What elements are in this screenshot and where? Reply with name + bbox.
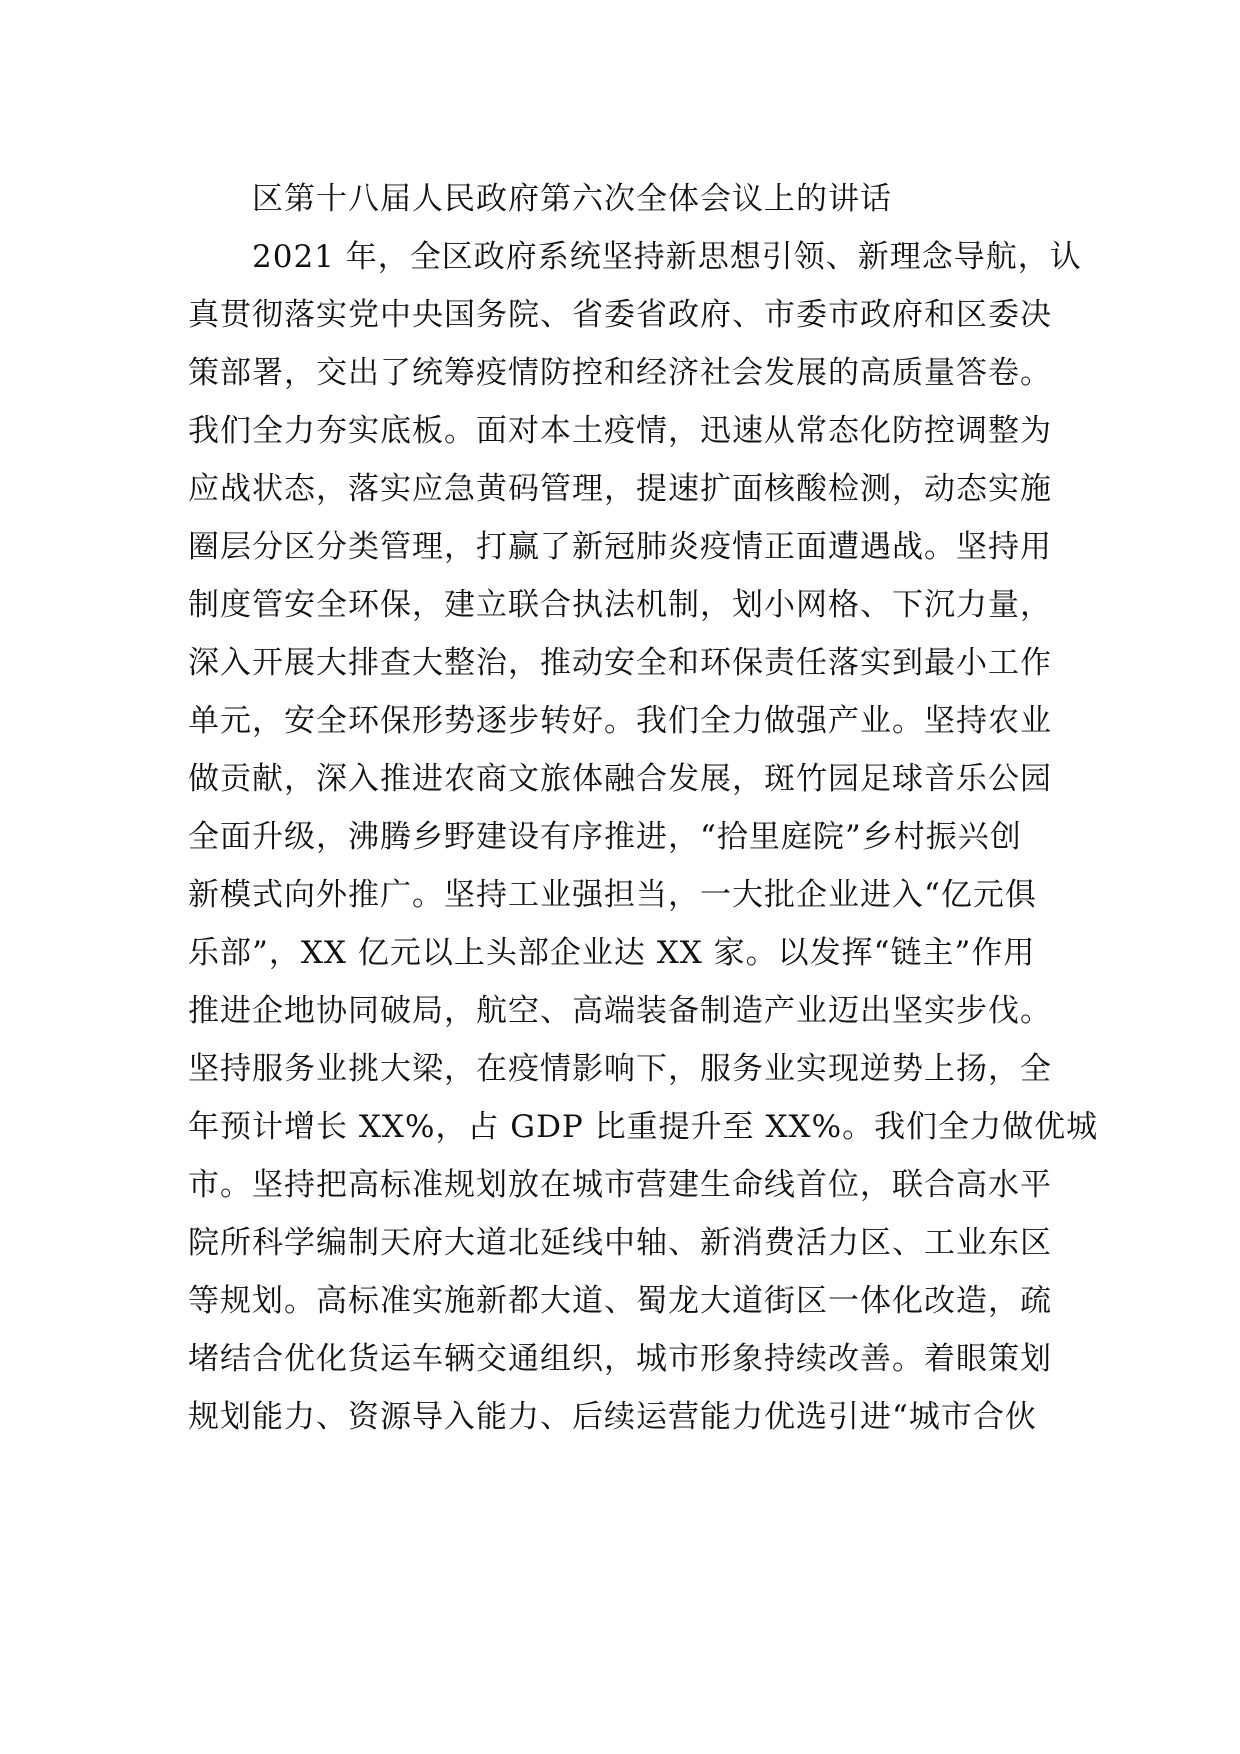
paragraph-line: 新模式向外推广。坚持工业强担当，一大批企业进入“亿元俱 bbox=[188, 877, 1037, 913]
paragraph-line: 规划能力、资源导入能力、后续运营能力优选引进“城市合伙 bbox=[188, 1399, 1037, 1435]
paragraph-line: 单元，安全环保形势逐步转好。我们全力做强产业。坚持农业 bbox=[188, 703, 1052, 739]
paragraph-line: 乐部”，XX 亿元以上头部企业达 XX 家。以发挥“链主”作用 bbox=[188, 935, 1036, 971]
paragraph-line: 全面升级，沸腾乡野建设有序推进，“拾里庭院”乡村振兴创 bbox=[188, 819, 1022, 855]
paragraph-line: 年预计增长 XX%，占 GDP 比重提升至 XX%。我们全力做优城 bbox=[188, 1109, 1099, 1145]
paragraph-line: 应战状态，落实应急黄码管理，提速扩面核酸检测，动态实施 bbox=[188, 471, 1052, 507]
paragraph-line: 院所科学编制天府大道北延线中轴、新消费活力区、工业东区 bbox=[188, 1225, 1052, 1261]
paragraph-line: 等规划。高标准实施新都大道、蜀龙大道街区一体化改造，疏 bbox=[188, 1283, 1052, 1319]
paragraph-line: 坚持服务业挑大梁，在疫情影响下，服务业实现逆势上扬，全 bbox=[188, 1051, 1052, 1087]
paragraph-line: 深入开展大排查大整治，推动安全和环保责任落实到最小工作 bbox=[188, 645, 1052, 681]
paragraph-line: 做贡献，深入推进农商文旅体融合发展，斑竹园足球音乐公园 bbox=[188, 761, 1052, 797]
paragraph-line: 市。坚持把高标准规划放在城市营建生命线首位，联合高水平 bbox=[188, 1167, 1052, 1203]
paragraph-line: 圈层分区分类管理，打赢了新冠肺炎疫情正面遭遇战。坚持用 bbox=[188, 529, 1052, 565]
paragraph-line: 真贯彻落实党中央国务院、省委省政府、市委市政府和区委决 bbox=[188, 297, 1052, 333]
paragraph-line: 制度管安全环保，建立联合执法机制，划小网格、下沉力量， bbox=[188, 587, 1052, 623]
paragraph-line: 我们全力夯实底板。面对本土疫情，迅速从常态化防控调整为 bbox=[188, 413, 1052, 449]
paragraph-line: 2021 年，全区政府系统坚持新思想引领、新理念导航，认 bbox=[252, 239, 1082, 275]
paragraph-line: 堵结合优化货运车辆交通组织，城市形象持续改善。着眼策划 bbox=[188, 1341, 1052, 1377]
paragraph-line: 推进企地协同破局，航空、高端装备制造产业迈出坚实步伐。 bbox=[188, 993, 1052, 1029]
document-title: 区第十八届人民政府第六次全体会议上的讲话 bbox=[252, 181, 892, 217]
paragraph-line: 策部署，交出了统筹疫情防控和经济社会发展的高质量答卷。 bbox=[188, 355, 1052, 391]
